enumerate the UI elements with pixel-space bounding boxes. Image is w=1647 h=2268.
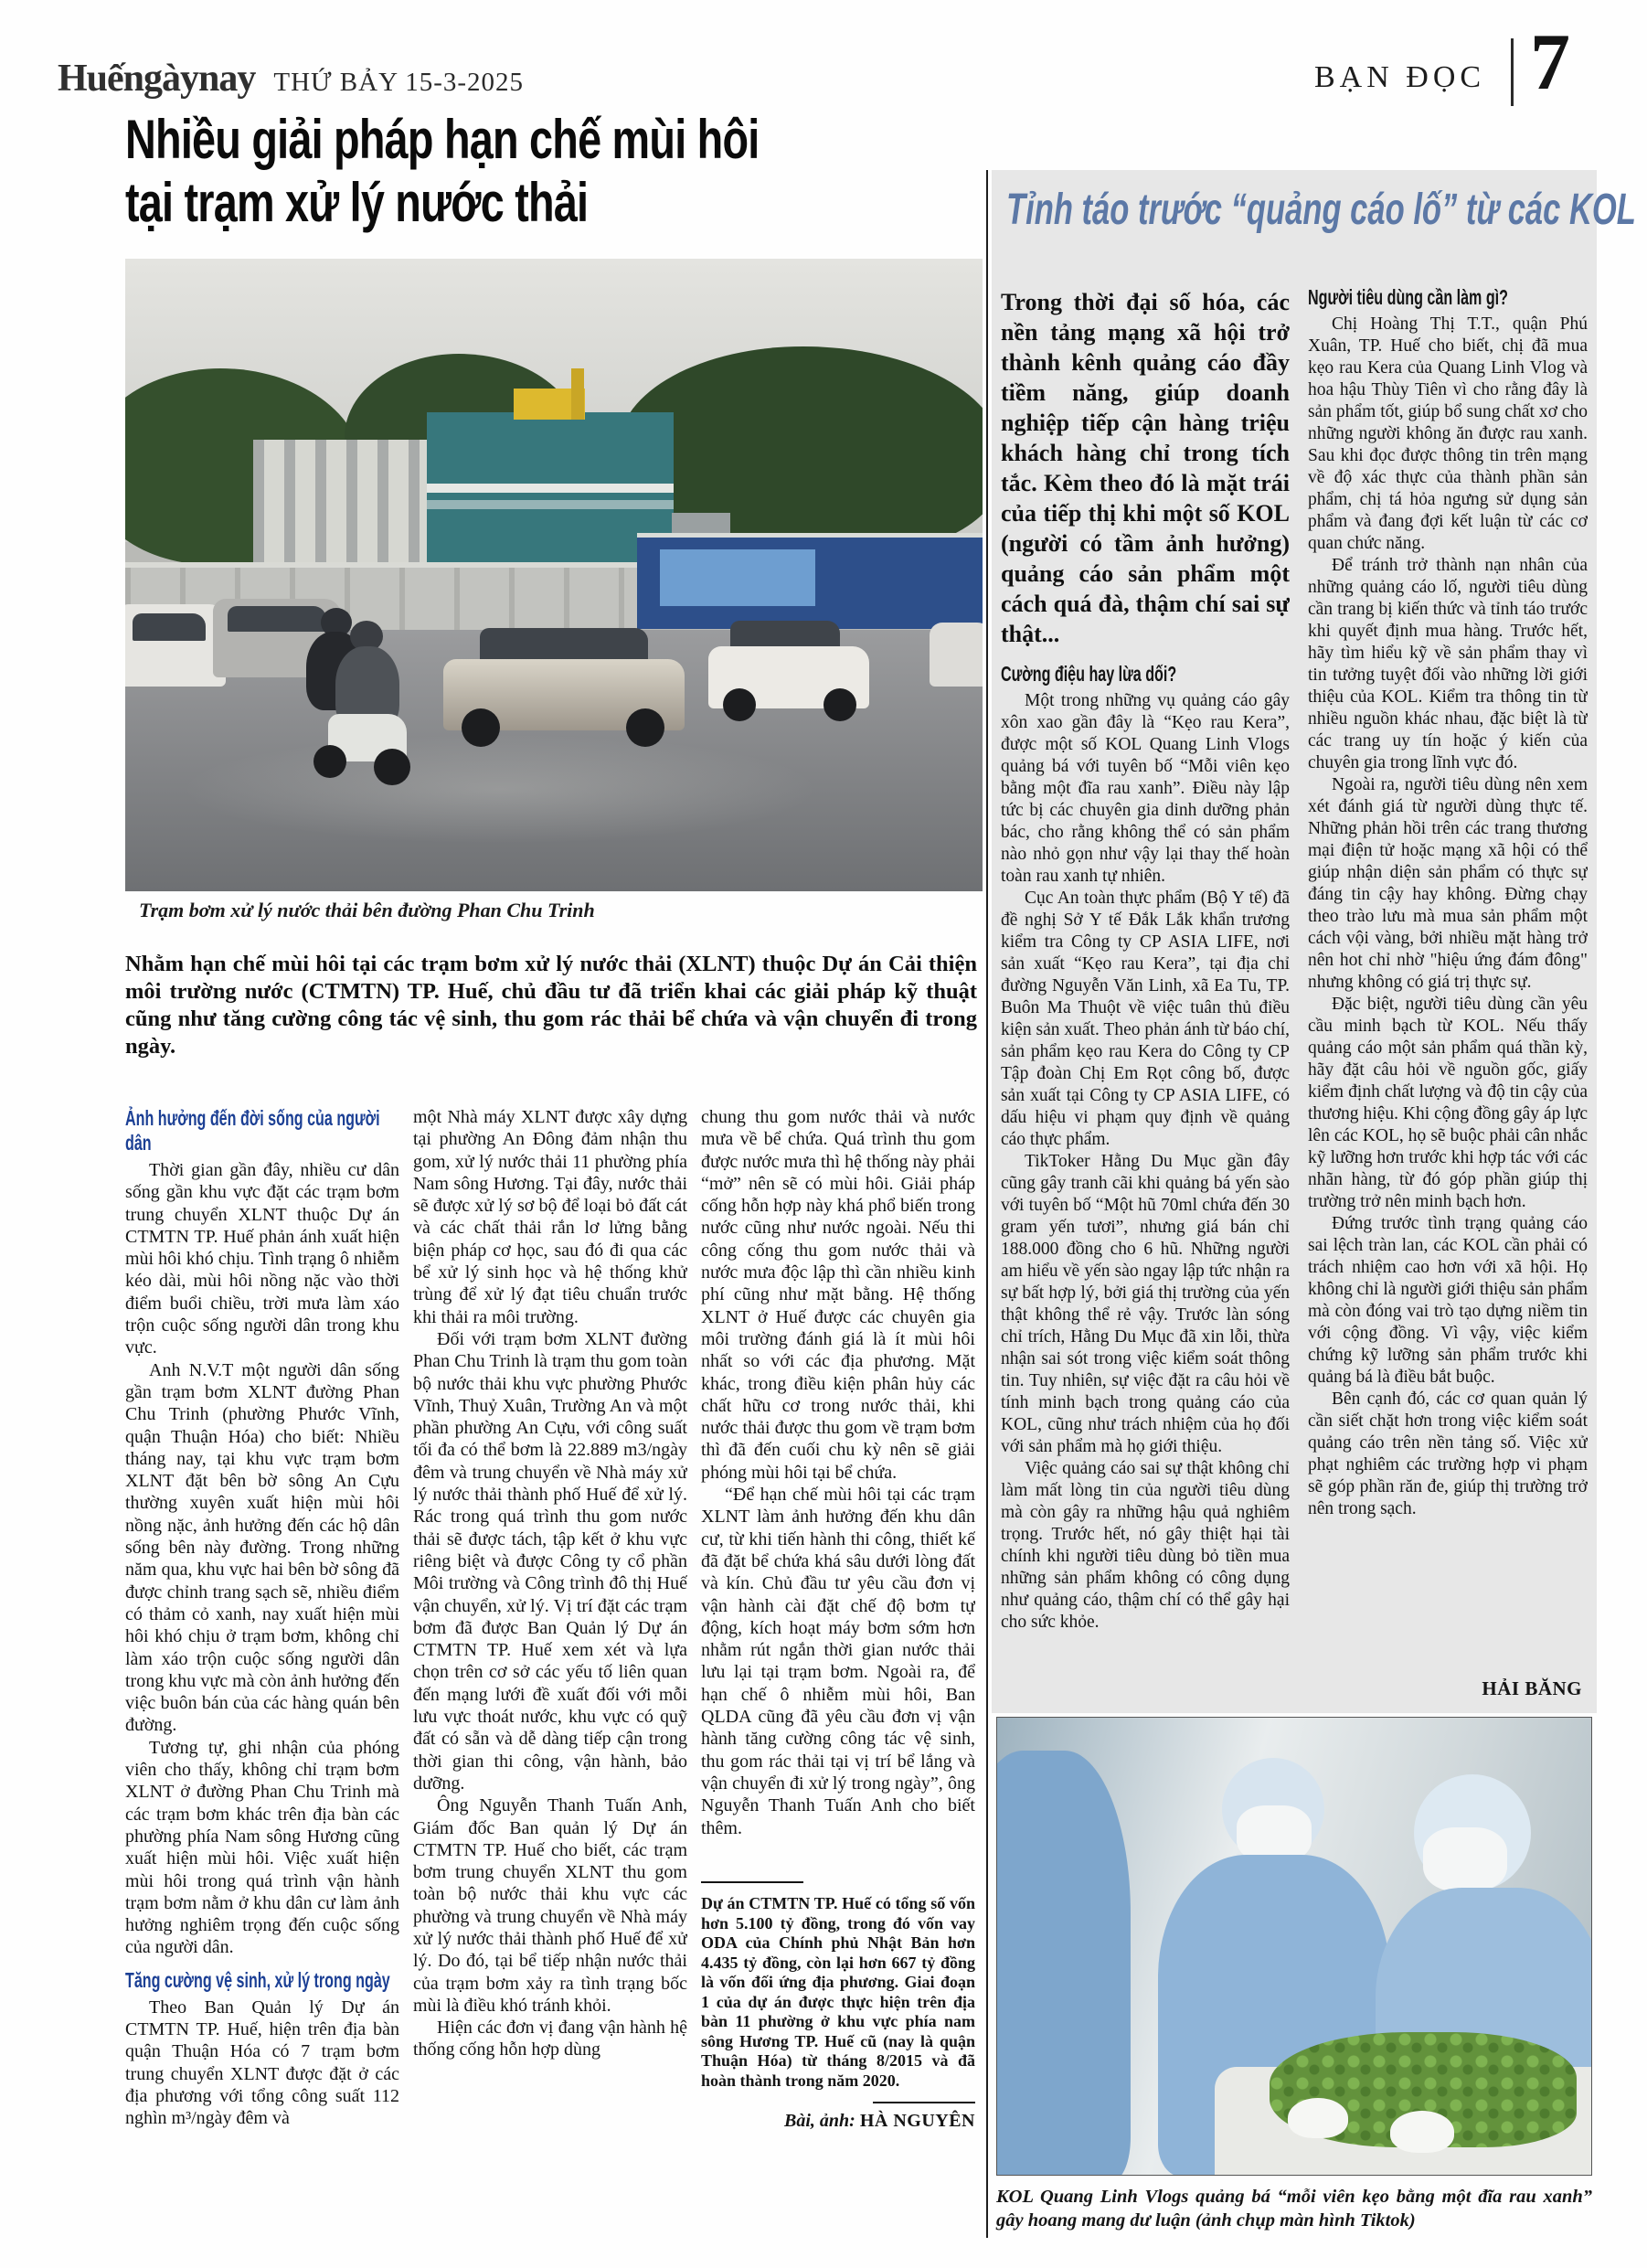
station-railing — [427, 484, 674, 493]
gloved-hand-left — [1288, 2098, 1348, 2138]
body-paragraph: Một trong những vụ quảng cáo gây xôn xao gần đây là “Kẹo rau Kera”, được một số KOL Quang Linh Vlogs quảng bá với tuyên bố “Mỗi viên kẹo bằng một đĩa rau xanh”. Điều này lập tức bị các chuyên gia dinh dưỡng phản bác, cho rằng không thể có sản phẩm nào nhỏ gọn như vậy lại thay thế hoàn toàn rau xanh tự nhiên. — [1001, 691, 1290, 886]
body-paragraph: Chị Hoàng Thị T.T., quận Phú Xuân, TP. Huế cho biết, chị đã mua kẹo rau Kera của Quang Linh Vlog và hoa hậu Thùy Tiên vì cho rằng đây là sản phẩm tốt, giúp bổ sung chất xơ cho những người không ăn được rau xanh. Sau khi đọc được thông tin trên mạng về độ xác thực của thành phần sản phẩm, chị tá hỏa ngưng sử dụng sản phẩm và đang đợi kết luận từ các cơ quan chức năng. — [1308, 314, 1588, 553]
pickup-window — [133, 613, 206, 641]
project-note: Dự án CTMTN TP. Huế có tổng số vốn hơn 5.100 tỷ đồng, trong đó vốn vay ODA của Chính phủ Nhật Bản hơn 4.435 tỷ đồng, còn lại hơn 667 tỷ đồng là vốn đối ứng địa phương. Giai đoạn 1 của dự án được thực hiện trên địa bàn 11 phường ở khu vực phía nam sông Hương TP. Huế cũ (nay là quận Thuận Hóa) từ tháng 8/2015 và đã hoàn thành trong năm 2020. — [701, 1894, 975, 2090]
header-divider — [1511, 38, 1514, 106]
main-byline-prefix: Bài, ảnh: — [784, 2111, 855, 2131]
project-note-block — [701, 1881, 975, 2132]
masthead-logo: Huếngàynay — [58, 58, 256, 100]
motorbike-front-wheel — [374, 749, 410, 785]
station-photo — [125, 259, 983, 891]
main-headline-line1: Nhiều giải pháp hạn chế mùi hôi — [125, 109, 760, 170]
kol-byline: HẢI BĂNG — [1482, 1677, 1582, 1699]
body-paragraph: Hiện các đơn vị đang vận hành hệ thống cống hỗn hợp dùng — [413, 2018, 687, 2060]
kol-subhead-1: Cường điệu hay lừa dối? — [1001, 662, 1177, 686]
white-car-wheel-front — [824, 688, 856, 721]
body-paragraph: Anh N.V.T một người dân sống gần trạm bơm XLNT đường Phan Chu Trinh (phường Phước Vĩnh, quận Thuận Hóa) cho biết: Nhiều tháng nay, tại khu vực trạm bơm XLNT đặt bên bờ sông An Cựu thường xuyên xuất hiện mùi hôi nồng nặc, ảnh hưởng đến các hộ dân sống bên này đường. Trong những năm qua, khu vực hai bên bờ sông đã được chỉnh trang sạch sẽ, nhiều điểm có thảm cỏ xanh, nay xuất hiện mùi hôi khó chịu ở trạm bơm, không chỉ làm xáo trộn cuộc sống người dân trong khu vực mà còn ảnh hưởng đến việc buôn bán của các hàng quán bên đường. — [125, 1359, 399, 1736]
kol-column-a — [1001, 287, 1290, 1702]
body-paragraph: Cục An toàn thực phẩm (Bộ Y tế) đã đề nghị Sở Y tế Đắk Lắk khẩn trương kiểm tra Công ty CP ASIA LIFE, nơi sản xuất “Kẹo rau Kera”, tại địa chỉ đường Nguyễn Văn Linh, xã Ea Tu, TP. Buôn Ma Thuột về việc tuân thủ điều kiện sản xuất. Theo phản ánh từ báo chí, sản phẩm kẹo rau Kera do Công ty CP Tập đoàn Chị Em Rọt công bố, được sản xuất tại Công ty CP ASIA LIFE, có dấu hiệu vi phạm quy định về quảng cáo thực phẩm. — [1001, 889, 1290, 1149]
body-paragraph: Việc quảng cáo sai sự thật không chỉ làm mất lòng tin của người tiêu dùng mà còn gây ra những hậu quả nghiêm trọng. Trước hết, nó gây thiệt hại tài chính khi người tiêu dùng bỏ tiền mua những sản phẩm không có công dụng như quảng cáo, thậm chí có thể gây hại cho sức khỏe. — [1001, 1459, 1290, 1632]
issue-date: THỨ BẢY 15-3-2025 — [273, 68, 525, 97]
page-number: 7 — [1530, 18, 1570, 107]
kol-article-block — [992, 170, 1636, 1713]
main-column-3 — [701, 1106, 975, 1879]
body-paragraph: Đứng trước tình trạng quảng cáo sai lệch tràn lan, các KOL cần phải có trách nhiệm cao hơn với xã hội. Họ không chỉ là người giới thiệu sản phẩm mà còn đóng vai trò tạo dựng niềm tin với cộng đồng. Vì vậy, việc kiểm chứng kỹ lưỡng sản phẩm trước khi quảng bá là điều bắt buộc. — [1308, 1214, 1588, 1387]
note-rule-bottom — [873, 2102, 975, 2103]
worker-center-mask — [1237, 1805, 1312, 1862]
fence-sign-panel — [660, 549, 815, 606]
kol-photo-caption: KOL Quang Linh Vlogs quảng bá “mỗi viên kẹo bằng một đĩa rau xanh” gây hoang mang dư luận (ảnh chụp màn hình Tiktok) — [996, 2187, 1592, 2231]
main-headline — [125, 108, 759, 234]
body-paragraph: Theo Ban Quản lý Dự án CTMTN TP. Huế, hiện trên địa bàn quận Thuận Hóa có 7 trạm bơm trung chuyển XLNT được đặt ở các địa phương với tổng công suất 112 nghìn m³/ngày đêm và — [125, 1996, 399, 2129]
body-paragraph: Tương tự, ghi nhận của phóng viên cho thấy, không chỉ trạm bơm XLNT ở đường Phan Chu Trinh mà các trạm bơm khác trên địa bàn các phường phía Nam sông Hương cũng xuất hiện mùi hôi. Việc xuất hiện mùi hôi trong quá trình vận hành trạm bơm nằm ở khu dân cư làm ảnh hưởng nghiêm trọng đến cuộc sống của người dân. — [125, 1737, 399, 1958]
body-paragraph: Đặc biệt, người tiêu dùng cần yêu cầu minh bạch từ KOL. Nếu thấy quảng cáo một sản phẩm quá thần kỳ, hãy đặt câu hỏi về nguồn gốc, giấy kiểm định chất lượng và độ tin cậy của thương hiệu. Khi cộng đồng gây áp lực lên các KOL, họ sẽ buộc phải cân nhắc kỹ lưỡng hơn trước khi hợp tác với các nhãn hàng, từ đó góp phần giúp thị trường trở nên minh bạch hơn. — [1308, 995, 1588, 1211]
body-paragraph: Ngoài ra, người tiêu dùng nên xem xét đánh giá từ người dùng thực tế. Những phản hồi trên các trang thương mại điện tử hoặc mạng xã hội có thể giúp nhận diện sản phẩm có thực sự đáng tin cậy hay không. Đừng chạy theo trào lưu mà mua sản phẩm một cách vội vàng, bởi nhiều mặt hàng trở nên hot chỉ nhờ "hiệu ứng đám đông" nhưng không có giá trị thực sự. — [1308, 775, 1588, 992]
body-paragraph: TikToker Hằng Du Mục gần đây cũng gây tranh cãi khi quảng bá yến sào với tuyên bố “Một hũ 70ml chứa đến 30 gram yến tươi”, nhưng giá bán chỉ 188.000 đồng cho 6 hũ. Những người am hiểu về yến sào ngay lập tức nhận ra sự bất hợp lý, bởi giá thị trường của yến thật không thể rẻ vậy. Trước làn sóng chỉ trích, Hằng Du Mục đã xin lỗi, thừa nhận sai sót trong việc kiểm soát thông tin. Tuy nhiên, sự việc đặt ra câu hỏi về tính minh bạch trong quảng cáo của KOL, cũng như trách nhiệm của họ đối với sản phẩm mà họ giới thiệu. — [1001, 1152, 1290, 1456]
wet-road-reflection — [180, 734, 820, 844]
gloved-hand-right — [1390, 2111, 1454, 2153]
white-building — [253, 440, 427, 563]
main-subhead-2: Tăng cường vệ sinh, xử lý trong ngày — [125, 1967, 390, 1992]
body-paragraph: “Để hạn chế mùi hôi tại các trạm XLNT làm ảnh hưởng đến khu dân cư, từ khi tiến hành thi công, thiết kế đã đặt bể chứa khá sâu dưới lòng đất và kín. Chủ đầu tư yêu cầu đơn vị vận hành cài đặt chế độ bơm tự động, kích hoạt máy bơm sớm hơn nhằm rút ngắn thời gian nước thải lưu lại tại trạm bơm. Ngoài ra, để hạn chế ô nhiễm mùi hôi, Ban QLDA cũng đã yêu cầu đơn vị vận hành tăng cường công tác vệ sinh, thu gom rác thải tại vị trí bể lắng và vận chuyển đi xử lý trong ngày”, ông Nguyễn Thanh Tuấn Anh cho biết thêm. — [701, 1485, 975, 1838]
white-car-wheel-rear — [723, 688, 756, 721]
suv-windows — [228, 606, 326, 632]
far-right-vehicle — [930, 623, 983, 687]
body-paragraph: Để tránh trở thành nạn nhân của những quảng cáo lố, người tiêu dùng cần trang bị kiến thức và tỉnh táo trước khi quyết định mua hàng. Trước hết, hãy tìm hiểu kỹ về sản phẩm thay vì tin tưởng tuyệt đối vào những lời giới thiệu của KOL. Kiểm tra thông tin từ nhiều nguồn khác nhau, đặc biệt là từ các trang uy tín hoặc ý kiến của chuyên gia trong lĩnh vực đó. — [1308, 556, 1588, 772]
main-headline-line2: tại trạm xử lý nước thải — [125, 172, 589, 233]
yellow-crane-mast — [571, 368, 584, 420]
main-column-2 — [413, 1106, 687, 2260]
body-paragraph: Thời gian gần đây, nhiều cư dân sống gần khu vực đặt các trạm bơm trung chuyển XLNT thuộc Dự án CTMTN TP. Huế phản ánh xuất hiện mùi hôi khó chịu. Tình trạng ô nhiễm kéo dài, mùi hôi nồng nặc vào thời điểm buổi chiều, trời mưa làm xáo trộn cuộc sống người dân trong khu vực. — [125, 1160, 399, 1358]
page-header — [58, 57, 524, 101]
main-byline-name: HÀ NGUYÊN — [859, 2111, 975, 2131]
note-rule-top — [701, 1881, 803, 1883]
section-label: BẠN ĐỌC — [1314, 60, 1486, 94]
main-column-1 — [125, 1106, 399, 2260]
article-divider-rule — [986, 170, 988, 2238]
sedan-wheel-front — [626, 708, 664, 747]
main-subhead-1: Ảnh hưởng đến đời sống của người dân — [125, 1106, 380, 1155]
main-photo-caption: Trạm bơm xử lý nước thải bên đường Phan Chu Trinh — [139, 899, 595, 921]
kol-photo — [996, 1717, 1592, 2176]
body-paragraph: Ông Nguyễn Thanh Tuấn Anh, Giám đốc Ban quản lý Dự án CTMTN TP. Huế cho biết, các trạm bơm trung chuyển XLNT thu gom toàn bộ nước thải khu vực các phường và trung chuyển về Nhà máy xử lý nước thải thành phố Huế để xử lý. Do đó, tại bể tiếp nhận nước thải của trạm bơm xảy ra tình trạng bốc mùi là điều khó tránh khỏi. — [413, 1795, 687, 2016]
kol-column-b — [1308, 285, 1588, 1656]
main-lead-paragraph: Nhằm hạn chế mùi hôi tại các trạm bơm xử lý nước thải (XLNT) thuộc Dự án Cải thiện môi trường nước (CTMTN) TP. Huế, chủ đầu tư đã triển khai các giải pháp kỹ thuật cũng như tăng cường công tác vệ sinh, thu gom rác thải bể chứa và vận chuyển đi trong ngày. — [125, 952, 977, 1059]
kol-intro: Trong thời đại số hóa, các nền tảng mạng xã hội trở thành kênh quảng cáo đầy tiềm năng, giúp doanh nghiệp tiếp cận hàng triệu khách hàng chỉ trong tích tắc. Kèm theo đó là mặt trái của tiếp thị khi một số KOL (người có tầm ảnh hưởng) quảng cáo sản phẩm một cách quá đà, thậm chí sai sự thật... — [1001, 289, 1290, 647]
body-paragraph: Bên cạnh đó, các cơ quan quản lý cần siết chặt hơn trong việc kiểm soát quảng cáo trên nền tảng số. Việc xử phạt nghiêm các trường hợp vi phạm sẽ góp phần răn đe, giúp thị trường trở nên trong sạch. — [1308, 1390, 1588, 1518]
body-paragraph: Đối với trạm bơm XLNT đường Phan Chu Trinh là trạm thu gom toàn bộ nước thải khu vực phường Phước Vĩnh, Thuỷ Xuân, Trường An và một phần phường An Cựu, với công suất tối đa có thể bơm là 22.889 m3/ngày đêm và trung chuyển về Nhà máy xử lý nước thải thành phố Huế để xử lý. Rác trong quá trình thu gom nước thải sẽ được tách, tập kết ở khu vực riêng biệt và được Công ty cổ phần Môi trường và Công trình đô thị Huế vận chuyển, xử lý. Vị trí đặt các trạm bơm đã được Ban Quản lý Dự án CTMTN TP. Huế xem xét và lựa chọn trên cơ sở các yếu tố liên quan đến mạng lưới đề xuất đối với mỗi lưu vực thoát nước, khu vực có quỹ đất có sẵn và dễ dàng tiếp cận trong thời gian thi công, vận hành, bảo dưỡng. — [413, 1328, 687, 1794]
kol-headline: Tỉnh táo trước “quảng cáo lố” từ các KOL — [1006, 186, 1636, 234]
main-byline — [701, 2111, 975, 2132]
motorbike-rear-wheel — [313, 745, 346, 778]
worker-right-mask — [1423, 1827, 1507, 1891]
sedan-wheel-rear — [462, 708, 500, 747]
kol-subhead-2: Người tiêu dùng cần làm gì? — [1308, 285, 1509, 309]
body-paragraph: một Nhà máy XLNT được xây dựng tại phường An Đông đảm nhận thu gom, xử lý nước thải 11 phường phía Nam sông Hương. Tại đây, nước thải sẽ được xử lý sơ bộ để loại bỏ đất cát và các chất thải rắn lơ lửng bằng biện pháp cơ học, sau đó đi qua các bể xử lý sinh học và hệ thống khử trùng để xử lý đạt tiêu chuẩn trước khi thải ra môi trường. — [413, 1107, 687, 1327]
body-paragraph: chung thu gom nước thải và nước mưa về bể chứa. Quá trình thu gom được nước mưa thì hệ thống này phải “mở” nên sẽ có mùi hôi. Giải pháp cống hỗn hợp này khá phổ biến trong nước cũng như nước ngoài. Nếu thi công cống thu gom nước thải và nước mưa độc lập thì cần nhiều kinh phí cũng như mặt bằng. Hệ thống XLNT ở Huế được các chuyên gia môi trường đánh giá là ít mùi hôi nhất so với các địa phương. Mặt khác, trong điều kiện phân hủy các chất hữu cơ trong nước thải, khi nước thải được thu gom về trạm bơm thì đã đến cuối chu kỳ nên sẽ giải phóng mùi hôi tại bể chứa. — [701, 1107, 975, 1483]
worker-left — [996, 1751, 1131, 2176]
